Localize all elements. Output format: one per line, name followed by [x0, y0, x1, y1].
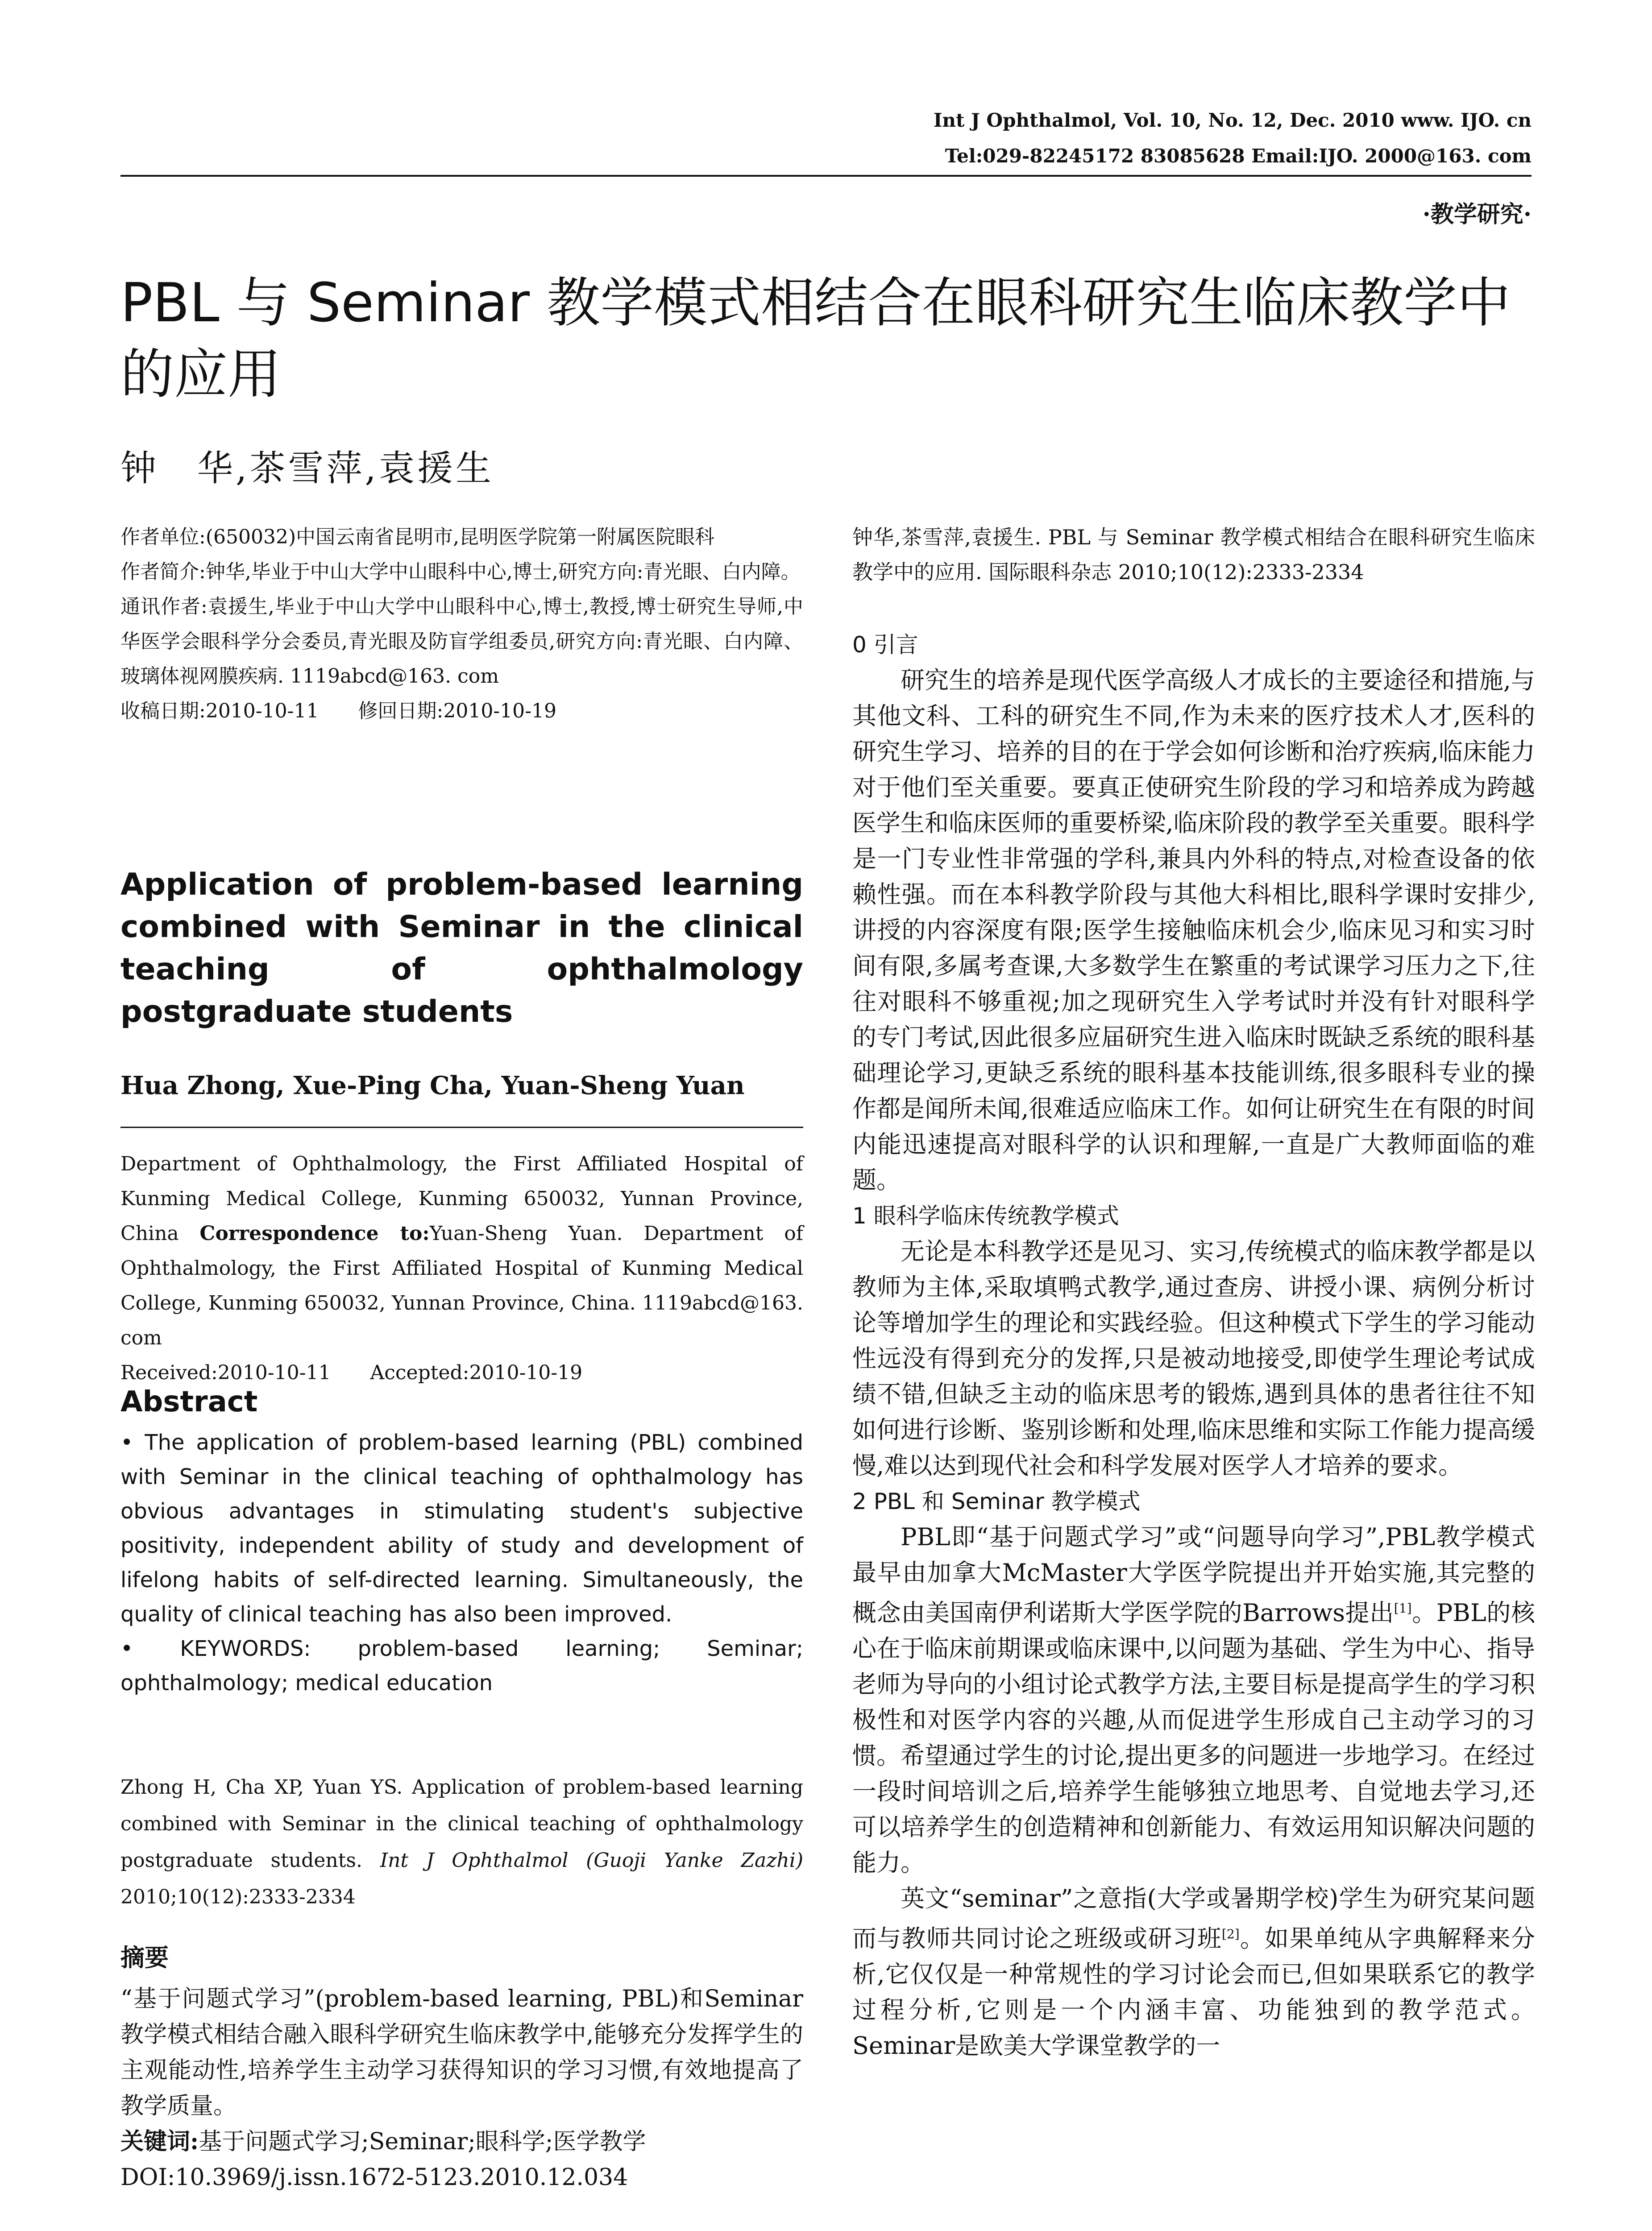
received-dates: Received:2010-10-11 Accepted:2010-10-19 — [120, 1361, 583, 1384]
chinese-citation: 钟华,茶雪萍,袁援生. PBL 与 Seminar 教学模式相结合在眼科研究生临床教学中的应用. 国际眼科杂志 2010;10(12):2333-2334 — [852, 525, 1535, 584]
page-title: PBL 与 Seminar 教学模式相结合在眼科研究生临床教学中的应用 — [120, 272, 1511, 406]
citation-text: Zhong H, Cha XP, Yuan YS. Application of problem-based learning combined with Seminar in the clinical teaching of ophthalmology postgraduate students. — [120, 1776, 803, 1872]
english-authors: Hua Zhong, Xue-Ping Cha, Yuan-Sheng Yuan — [120, 1071, 745, 1100]
reference-1[interactable]: [1] — [1394, 1601, 1412, 1616]
english-citation — [120, 1769, 803, 1916]
chinese-keywords — [120, 2124, 803, 2160]
keywords-label: 关键词: — [120, 2128, 199, 2155]
author-meta-cn — [120, 520, 803, 729]
paragraph — [852, 1881, 1535, 2064]
abstract-heading: Abstract — [120, 1385, 258, 1418]
citation-journal: Int J Ophthalmol (Guoji Yanke Zazhi) — [380, 1849, 803, 1872]
chinese-abstract-heading: 摘要 — [120, 1943, 169, 1972]
dates-cn: 收稿日期:2010-10-11 修回日期:2010-10-19 — [120, 700, 557, 722]
affiliation-cn: 作者单位:(650032)中国云南省昆明市,昆明医学院第一附属医院眼科 — [120, 526, 715, 548]
journal-info: Int J Ophthalmol, Vol. 10, No. 12, Dec. 2010 www. IJO. cn — [933, 109, 1532, 131]
article-body — [852, 627, 1535, 2064]
department: Department of Ophthalmology, the First Affiliated Hospital of Kunming Medical College, Kunming 650032, Yunnan Province, China — [120, 1153, 803, 1245]
citation-volume: 2010;10(12):2333-2334 — [120, 1886, 356, 1908]
paragraph-text: 英文“seminar”之意指(大学或暑期学校)学生为研究某问题而与教师共同讨论之班级或研习班 — [852, 1884, 1535, 1953]
keywords-text: 基于问题式学习;Seminar;眼科学;医学教学 — [199, 2128, 646, 2155]
chinese-abstract-text: “基于问题式学习”(problem-based learning, PBL)和Seminar教学模式相结合融入眼科学研究生临床教学中,能够充分发挥学生的主观能动性,培养学生主动学习获得知识的学习习惯,有效地提高了教学质量。 — [120, 1986, 803, 2119]
header-rule — [120, 175, 1532, 177]
paragraph: 无论是本科教学还是见习、实习,传统模式的临床教学都是以教师为主体,采取填鸭式教学,通过查房、讲授小课、病例分析讨论等增加学生的理论和实践经验。但这种模式下学生的学习能动性远没有得到充分的发挥,只是被动地接受,即使学生理论考试成绩不错,但缺乏主动的临床思考的锻炼,遇到具体的患者往往不知如何进行诊断、鉴别诊断和处理,临床思维和实际工作能力提高缓慢,难以达到现代社会和科学发展对医学人才培养的要求。 — [852, 1237, 1535, 1480]
section-heading-intro: 0 引言 — [852, 632, 918, 658]
journal-contact: Tel:029-82245172 83085628 Email:IJO. 2000@163. com — [945, 145, 1532, 167]
paragraph: 研究生的培养是现代医学高级人才成长的主要途径和措施,与其他文科、工科的研究生不同,作为未来的医疗技术人才,医科的研究生学习、培养的目的在于学会如何诊断和治疗疾病,临床能力对于他们至关重要。要真正使研究生阶段的学习和培养成为跨越医学生和临床医师的重要桥梁,临床阶段的教学至关重要。眼科学是一门专业性非常强的学科,兼具内外科的特点,对检查设备的依赖性强。而在本科教学阶段与其他大科相比,眼科学课时安排少,讲授的内容深度有限;医学生接触临床机会少,临床见习和实习时间有限,多属考查课,大多数学生在繁重的考试课学习压力之下,往往对眼科不够重视;加之现研究生入学考试时并没有针对眼科学的专门考试,因此很多应届研究生进入临床时既缺乏系统的眼科基础理论学习,更缺乏系统的眼科基本技能训练,很多眼科专业的操作都是闻所未闻,很难适应临床工作。如何让研究生在有限的时间内能迅速提高对眼科学的认识和理解,一直是广大教师面临的难题。 — [852, 666, 1535, 1194]
paragraph-text: 。如果单纯从字典解释来分析,它仅仅是一种常规性的学习讨论会而已,但如果联系它的教学过程分析,它则是一个内涵丰富、功能独到的教学范式。Seminar是欧美大学课堂教学的一 — [852, 1924, 1536, 2060]
section-label: ·教学研究· — [1422, 201, 1532, 228]
paragraph — [852, 1519, 1535, 1881]
english-affiliation — [120, 1147, 803, 1390]
author-bio: 作者简介:钟华,毕业于中山大学中山眼科中心,博士,研究方向:青光眼、白内障。 — [120, 560, 801, 583]
reference-2[interactable]: [2] — [1221, 1927, 1240, 1941]
correspondence-label: Correspondence to: — [199, 1222, 430, 1245]
abstract-body — [120, 1426, 803, 1700]
divider — [120, 1127, 803, 1128]
doi: DOI:10.3969/j.issn.1672-5123.2010.12.034 — [120, 2164, 628, 2191]
correspondence-text: Yuan-Sheng Yuan. Department of Ophthalmology, the First Affiliated Hospital of Kunming Medical College, Kunming 650032, Yunnan Province, China. 1119abcd@163. com — [120, 1222, 803, 1349]
section-heading-pbl-seminar: 2 PBL 和 Seminar 教学模式 — [852, 1489, 1141, 1514]
paragraph-text: PBL即“基于问题式学习”或“问题导向学习”,PBL教学模式最早由加拿大McMaster大学医学院提出并开始实施,其完整的概念由美国南伊利诺斯大学医学院的Barrows提出 — [852, 1523, 1535, 1627]
chinese-abstract — [120, 1981, 803, 2195]
paragraph-text: 。PBL的核心在于临床前期课或临床课中,以问题为基础、学生为中心、指导老师为导向的小组讨论式教学方法,主要目标是提高学生的学习积极性和对医学内容的兴趣,从而促进学生形成自己主动学习的习惯。希望通过学生的讨论,提出更多的问题进一步地学习。在经过一段时间培训之后,培养学生能够独立地思考、自觉地去学习,还可以培养学生的创造精神和创新能力、有效运用知识解决问题的能力。 — [852, 1599, 1535, 1877]
abstract-text: • The application of problem-based learning (PBL) combined with Seminar in the clinical teaching of ophthalmology has obvious advantages in stimulating student's subjective positivity, independent ability of study and development of lifelong habits of self-directed learning. Simultaneously, the quality of clinical teaching has also been improved. — [120, 1430, 803, 1627]
english-title: Application of problem-based learning combined with Seminar in the clinical teaching of ophthalmology postgraduate students — [120, 867, 803, 1029]
section-heading-traditional: 1 眼科学临床传统教学模式 — [852, 1203, 1119, 1229]
authors: 钟 华,茶雪萍,袁援生 — [120, 448, 494, 489]
correspondence-cn: 通讯作者:袁援生,毕业于中山大学中山眼科中心,博士,教授,博士研究生导师,中华医学会眼科学分会委员,青光眼及防盲学组委员,研究方向:青光眼、白内障、玻璃体视网膜疾病. 1119abcd@163. com — [120, 595, 803, 688]
english-keywords: • KEYWORDS: problem-based learning; Seminar; ophthalmology; medical education — [120, 1636, 803, 1696]
